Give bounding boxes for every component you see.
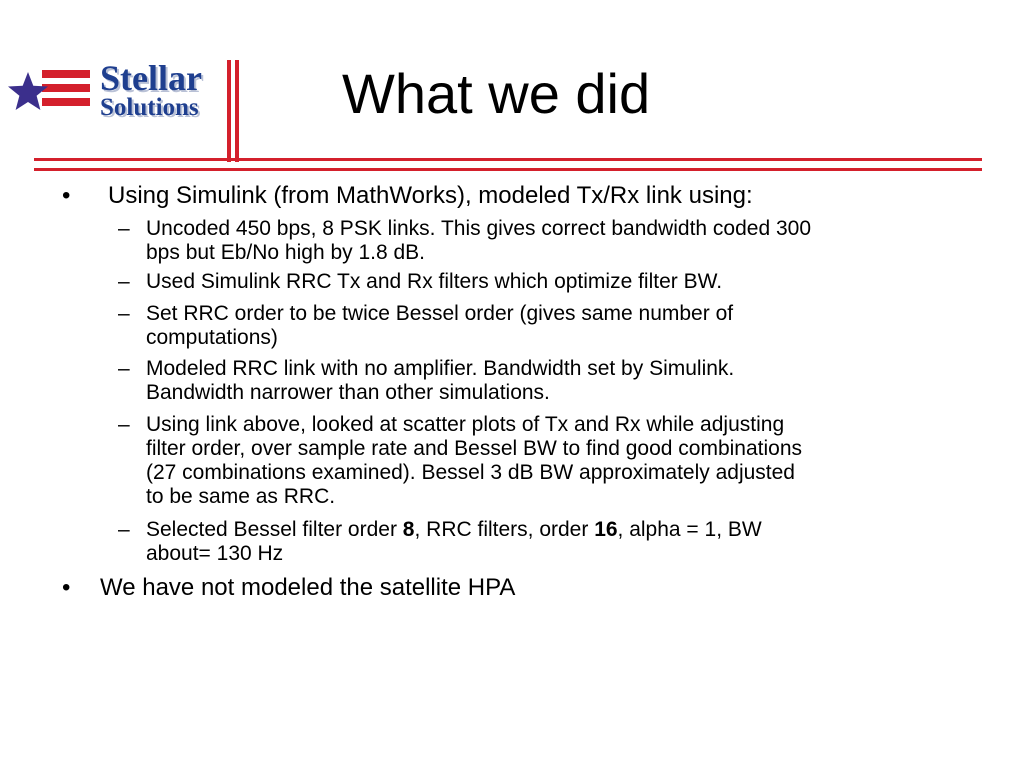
subbullet-line: bps but Eb/No high by 1.8 dB.: [146, 241, 426, 264]
text-run: Selected Bessel filter order: [146, 518, 403, 541]
dash-glyph: –: [118, 302, 130, 325]
slide-title: What we did: [342, 62, 651, 125]
stellar-solutions-logo: [6, 60, 218, 126]
bold-value: 8: [402, 518, 415, 541]
dash-glyph: –: [118, 217, 130, 240]
subbullet-line: Bandwidth narrower than other simulations.: [146, 381, 550, 404]
horizontal-rule: [34, 158, 982, 161]
dash-glyph: –: [118, 270, 130, 293]
subbullet-line: Modeled RRC link with no amplifier. Bandwidth set by Simulink.: [146, 357, 735, 380]
subbullet-line: Uncoded 450 bps, 8 PSK links. This gives correct bandwidth coded 300: [146, 217, 812, 240]
subbullet-line: Used Simulink RRC Tx and Rx filters which optimize filter BW.: [146, 270, 723, 293]
logo-word-solutions: Solutions: [100, 94, 199, 121]
bullet-glyph: •: [62, 574, 71, 601]
subbullet-line: (27 combinations examined). Bessel 3 dB BW approximately adjusted: [146, 461, 795, 484]
star-flag-icon: [6, 60, 98, 126]
bullet-text: We have not modeled the satellite HPA: [100, 574, 516, 601]
bold-value: 16: [594, 518, 618, 541]
subbullet-line: computations): [146, 326, 278, 349]
logo-word-stellar: Stellar: [100, 58, 202, 98]
subbullet-line: Set RRC order to be twice Bessel order (gives same number of: [146, 302, 734, 325]
dash-glyph: –: [118, 357, 130, 380]
text-run: , alpha = 1, BW: [617, 518, 762, 541]
subbullet-line: about= 130 Hz: [146, 542, 284, 565]
subbullet-line: to be same as RRC.: [146, 485, 336, 508]
bullet-text: Using Simulink (from MathWorks), modeled Tx/Rx link using:: [108, 182, 753, 209]
subbullet-line: [146, 518, 976, 542]
subbullet-line: Using link above, looked at scatter plots of Tx and Rx while adjusting: [146, 413, 785, 436]
dash-glyph: –: [118, 518, 130, 541]
bullet-glyph: •: [62, 182, 71, 209]
dash-glyph: –: [118, 413, 130, 436]
vertical-divider: [227, 60, 231, 162]
horizontal-rule: [34, 168, 982, 171]
subbullet-line: filter order, over sample rate and Bessel BW to find good combinations: [146, 437, 803, 460]
vertical-divider: [235, 60, 239, 162]
text-run: , RRC filters, order: [414, 518, 595, 541]
